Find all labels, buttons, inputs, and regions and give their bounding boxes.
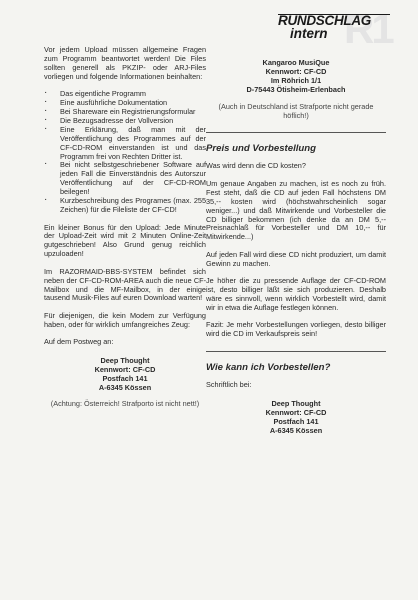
postage-note-left: (Achtung: Österreich! Strafporto ist nicht nett!) — [50, 399, 200, 409]
logo-line1: RUNDSCHLAG — [278, 13, 371, 28]
address-line: Kennwort: CF-CD — [265, 67, 327, 76]
post-label: Auf dem Postweg an: — [44, 337, 114, 347]
list-item: · Bei Shareware ein Registrierungsformular — [44, 108, 206, 117]
address-line: Postfach 141 — [102, 373, 148, 383]
right-column — [206, 58, 386, 443]
no-modem-paragraph: Für diejenigen, die kein Modem zur Verfügung haben, oder für wirklich umfangreiches Zeug: — [44, 310, 206, 329]
written-label: Schriftlich bei: — [206, 380, 252, 390]
list-item: · Bei nicht selbstgeschriebener Software auf jeden Fall die Einverständnis des Autorszur Veröffentlichung auf der CF-CD-ROM beilegen! — [44, 161, 206, 197]
postal-address-right — [206, 58, 386, 94]
logo-line2: intern — [290, 26, 328, 41]
address-line: A-6345 Kössen — [269, 425, 323, 435]
edition-paragraph: Je höher die zu pressende Auflage der CF-CD-ROM ist, desto billiger läßt sie sich produzieren. Deshalb wäre es sinnvoll, wenn wirklich Vorbestellt wird, damit wir in etwa die Auflage festlegen können. — [206, 276, 386, 312]
address-line: D-75443 Ötisheim-Erlenbach — [246, 85, 346, 94]
address-line: Kennwort: CF-CD — [265, 407, 327, 417]
section-heading-price: Preis und Vorbestellung — [206, 143, 316, 155]
faded-header-text — [88, 4, 178, 26]
address-line: Im Röhrich 1/1 — [270, 76, 322, 85]
logo-watermark-letters: R1 — [344, 5, 392, 52]
section-divider — [206, 132, 386, 133]
conclusion-paragraph: Fazit: Je mehr Vorbestellungen vorliegen, desto billiger wird die CD im Verkaufspreis sein! — [206, 320, 386, 339]
postal-address-preorder — [206, 399, 386, 435]
upload-intro: Vor jedem Upload müssen allgemeine Fragen zum Programm beantwortet werden! Die Files sollten generell als PKZIP- oder ARJ-Files vorliegen und folgende Informationen beinhalten: — [44, 45, 206, 81]
list-item: · Das eigentliche Programm — [44, 90, 206, 99]
price-paragraph: Um genaue Angaben zu machen, ist es noch zu früh. Fest steht, daß die CD auf jeden Fall höchstens DM 35,-- kosten wird (höchstwahrscheinlich sogar weniger...) und daß Mitwirkende und Vorbesteller die CD billiger bekommen (ich denke da an DM 5,-- Preisnachlaß für Vorbesteller und DM 10,-- für Mitwirkende...) — [206, 178, 386, 242]
section-divider — [206, 351, 386, 352]
bonus-paragraph: Ein kleiner Bonus für den Upload: Jede Minute der Upload-Zeit wird mit 2 Minuten Online-Zeit gutgeschrieben! Also Grund genug reichlich upzuloaden! — [44, 222, 206, 259]
list-item: · Eine Erklärung, daß man mit der Veröffentlichung des Programmes auf der CF-CD-ROM einverstanden ist und das Programm frei von Rechten Dritter ist. — [44, 126, 206, 162]
razormaid-paragraph: Im RAZORMAID-BBS-SYSTEM befindet sich neben der CF-CD-ROM-AREA auch die neue CF-Mailbox und die MF-Mailbox, in der einige tausend Musik-Files auf euren Download warten! — [44, 266, 206, 303]
list-item: · Kurzbeschreibung des Programes (max. 255 Zeichen) für die Fileliste der CF-CD! — [44, 197, 206, 215]
section-heading-preorder: Wie kann ich Vorbestellen? — [206, 362, 331, 374]
no-profit-paragraph: Auf jeden Fall wird diese CD nicht produziert, um damit Gewinn zu machen. — [206, 249, 386, 268]
rundschlag-intern-logo — [278, 5, 392, 52]
address-line: Postfach 141 — [273, 416, 319, 426]
address-line: Deep Thought — [100, 355, 150, 365]
address-line: Deep Thought — [271, 398, 321, 408]
list-item: · Die Bezugsadresse der Vollversion — [44, 117, 206, 126]
upload-requirements-list — [44, 90, 206, 215]
postage-note-right: (Auch in Deutschland ist Strafporte nicht gerade höflich!) — [218, 101, 374, 120]
list-item: · Eine ausführliche Dokumentation — [44, 99, 206, 108]
postal-address-left — [44, 356, 206, 392]
address-line: Kennwort: CF-CD — [94, 364, 156, 374]
address-line: Kangaroo MusiQue — [262, 58, 330, 67]
left-column — [44, 46, 206, 418]
address-line: A-6345 Kössen — [98, 382, 152, 392]
price-question: Was wird denn die CD kosten? — [206, 161, 306, 171]
